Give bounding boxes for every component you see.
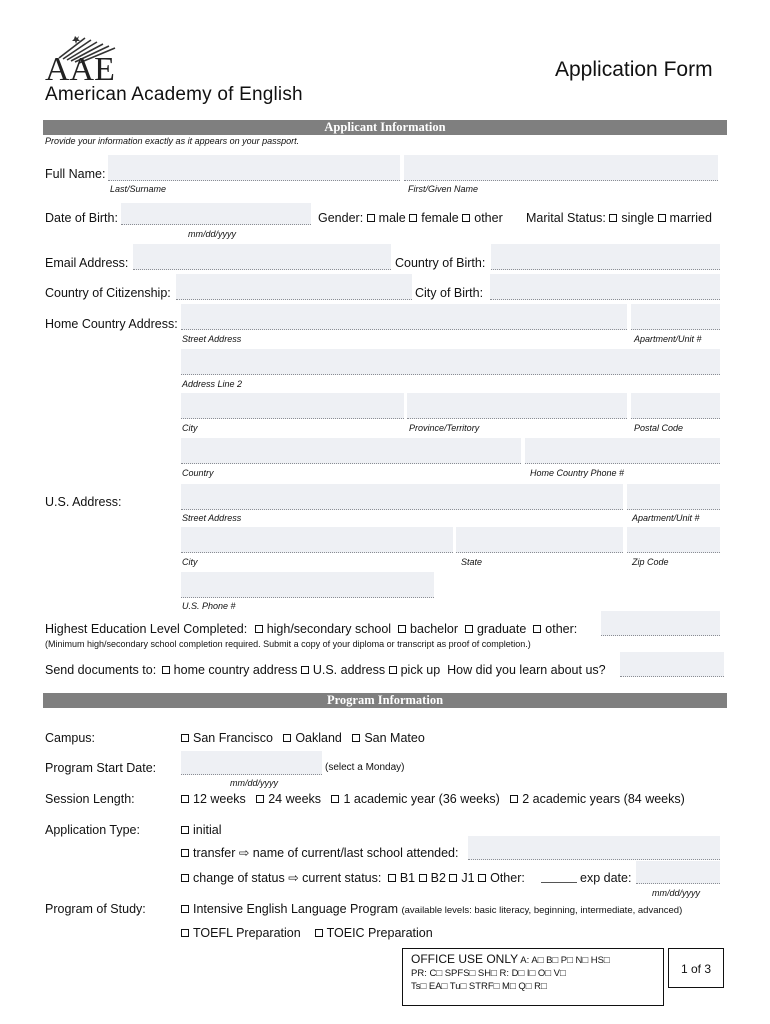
page-number: 1 of 3 (668, 948, 724, 988)
country-birth-field[interactable] (491, 244, 720, 270)
marital-single-checkbox[interactable] (609, 214, 617, 222)
edu-other-field[interactable] (601, 611, 720, 636)
applicant-section-header: Applicant Information (43, 120, 727, 135)
brand-name: American Academy of English (45, 84, 303, 105)
aae-logo (45, 32, 125, 82)
us-city-sub: City (182, 557, 198, 567)
gender-other-checkbox[interactable] (462, 214, 470, 222)
status-b2-checkbox[interactable] (419, 874, 427, 882)
us-street-sub: Street Address (182, 513, 242, 523)
email-field[interactable] (133, 244, 391, 270)
study-levels-note: (available levels: basic literacy, beginning, intermediate, advanced) (401, 905, 683, 916)
office-line1: A: A□ B□ P□ N□ HS□ (520, 955, 610, 966)
first-name-sub: First/Given Name (408, 184, 479, 194)
us-phone-field[interactable] (181, 572, 434, 598)
campus-sf-checkbox[interactable] (181, 734, 189, 742)
study-intensive: Intensive English Language Program (available levels: basic literacy, beginning, intermediate, advanced) (181, 902, 682, 918)
form-title: Application Form (555, 58, 713, 81)
dob-sub: mm/dd/yyyy (188, 229, 237, 239)
study-prep: TOEFL Preparation TOEIC Preparation (181, 926, 433, 941)
send-docs-group: Send documents to: home country address U.S. address pick up How did you learn about us? (45, 663, 606, 677)
first-name-field[interactable] (404, 155, 718, 181)
edu-bachelor-checkbox[interactable] (398, 625, 406, 633)
status-other-field[interactable] (541, 882, 577, 883)
edu-other-checkbox[interactable] (533, 625, 541, 633)
transfer-school-field[interactable] (468, 836, 720, 860)
start-date-sub: mm/dd/yyyy (230, 778, 279, 788)
session-group: 12 weeks 24 weeks 1 academic year (36 weeks) 2 academic years (84 weeks) (181, 792, 685, 807)
us-phone-sub: U.S. Phone # (182, 601, 236, 611)
citizenship-field[interactable] (176, 274, 412, 300)
marital-married-checkbox[interactable] (658, 214, 666, 222)
us-apt-field[interactable] (627, 484, 720, 510)
session-24-checkbox[interactable] (256, 795, 264, 803)
study-intensive-checkbox[interactable] (181, 905, 189, 913)
citizenship-label: Country of Citizenship: (45, 286, 171, 300)
email-label: Email Address: (45, 256, 129, 270)
home-city-field[interactable] (181, 393, 404, 419)
apptype-change: change of status ⇨ current status: B1 B2 J1 Other: (181, 871, 525, 886)
us-zip-sub: Zip Code (632, 557, 669, 567)
edu-graduate-checkbox[interactable] (465, 625, 473, 633)
home-street-field[interactable] (181, 304, 627, 330)
status-b1-checkbox[interactable] (388, 874, 396, 882)
dob-field[interactable] (121, 203, 311, 225)
home-city-sub: City (182, 423, 198, 433)
status-j1-checkbox[interactable] (449, 874, 457, 882)
home-street-sub: Street Address (182, 334, 242, 344)
study-toefl-checkbox[interactable] (181, 929, 189, 937)
office-use-box (402, 948, 664, 1006)
office-title: OFFICE USE ONLY (411, 952, 519, 966)
apptype-transfer: transfer ⇨ name of current/last school attended: (181, 846, 458, 861)
last-name-sub: Last/Surname (110, 184, 167, 194)
exp-date-field[interactable] (636, 861, 720, 884)
office-line2: PR: C□ SPFS□ SH□ R: D□ I□ O□ V□ (411, 968, 566, 979)
home-postal-sub: Postal Code (634, 423, 684, 433)
start-date-label: Program Start Date: (45, 761, 157, 775)
session-label: Session Length: (45, 792, 135, 806)
gender-female-checkbox[interactable] (409, 214, 417, 222)
home-province-sub: Province/Territory (409, 423, 480, 433)
us-state-field[interactable] (456, 527, 623, 553)
apptype-initial: initial (181, 823, 222, 838)
send-us-checkbox[interactable] (301, 666, 309, 674)
apptype-change-checkbox[interactable] (181, 874, 189, 882)
home-apt-sub: Apartment/Unit # (634, 334, 702, 344)
program-section-header: Program Information (43, 693, 727, 708)
home-province-field[interactable] (407, 393, 627, 419)
us-street-field[interactable] (181, 484, 623, 510)
learn-field[interactable] (620, 652, 724, 677)
send-home-checkbox[interactable] (162, 666, 170, 674)
city-birth-label: City of Birth: (415, 286, 484, 300)
session-2yr-checkbox[interactable] (510, 795, 518, 803)
campus-sanmateo-checkbox[interactable] (352, 734, 360, 742)
home-phone-sub: Home Country Phone # (530, 468, 625, 478)
apptype-label: Application Type: (45, 823, 140, 837)
start-date-note: (select a Monday) (325, 762, 405, 773)
learn-label: How did you learn about us? (447, 663, 606, 677)
campus-label: Campus: (45, 731, 96, 745)
us-apt-sub: Apartment/Unit # (632, 513, 700, 523)
education-group: Highest Education Level Completed: high/secondary school bachelor graduate other: (45, 622, 578, 636)
home-apt-field[interactable] (631, 304, 720, 330)
status-other-checkbox[interactable] (478, 874, 486, 882)
us-zip-field[interactable] (627, 527, 720, 553)
office-line3: Ts□ EA□ Tu□ STRF□ M□ Q□ R□ (411, 981, 547, 992)
study-toeic-checkbox[interactable] (315, 929, 323, 937)
send-pickup-checkbox[interactable] (389, 666, 397, 674)
education-label: Highest Education Level Completed: (45, 622, 248, 636)
session-1yr-checkbox[interactable] (331, 795, 339, 803)
home-line2-sub: Address Line 2 (182, 379, 243, 389)
us-address-label: U.S. Address: (45, 495, 122, 509)
edu-highschool-checkbox[interactable] (255, 625, 263, 633)
apptype-initial-checkbox[interactable] (181, 826, 189, 834)
gender-group: Gender: male female other (318, 211, 503, 225)
home-country-sub: Country (182, 468, 214, 478)
apptype-transfer-checkbox[interactable] (181, 849, 189, 857)
gender-label: Gender: (318, 211, 364, 225)
education-note: (Minimum high/secondary school completion required. Submit a copy of your diploma or transcript as proof of completion.) (45, 639, 531, 649)
send-docs-label: Send documents to: (45, 663, 157, 677)
home-country-field[interactable] (181, 438, 521, 464)
us-city-field[interactable] (181, 527, 453, 553)
home-phone-field[interactable] (525, 438, 720, 464)
passport-instruction: Provide your information exactly as it appears on your passport. (45, 136, 300, 146)
campus-oakland-checkbox[interactable] (283, 734, 291, 742)
campus-group: San Francisco Oakland San Mateo (181, 731, 425, 746)
study-label: Program of Study: (45, 902, 146, 916)
marital-label: Marital Status: (526, 211, 606, 225)
home-address-label: Home Country Address: (45, 317, 178, 331)
start-date-field[interactable] (181, 751, 322, 775)
logo-text: AAE (45, 51, 115, 82)
dob-label: Date of Birth: (45, 211, 118, 225)
session-12-checkbox[interactable] (181, 795, 189, 803)
exp-date-sub: mm/dd/yyyy (652, 888, 701, 898)
home-line2-field[interactable] (181, 349, 720, 375)
us-state-sub: State (461, 557, 483, 567)
gender-male-checkbox[interactable] (367, 214, 375, 222)
country-birth-label: Country of Birth: (395, 256, 486, 270)
full-name-label: Full Name: (45, 167, 106, 181)
marital-group: Marital Status: single married (526, 211, 712, 225)
city-birth-field[interactable] (490, 274, 720, 300)
home-postal-field[interactable] (631, 393, 720, 419)
last-name-field[interactable] (108, 155, 400, 181)
exp-date-label: exp date: (580, 871, 632, 885)
